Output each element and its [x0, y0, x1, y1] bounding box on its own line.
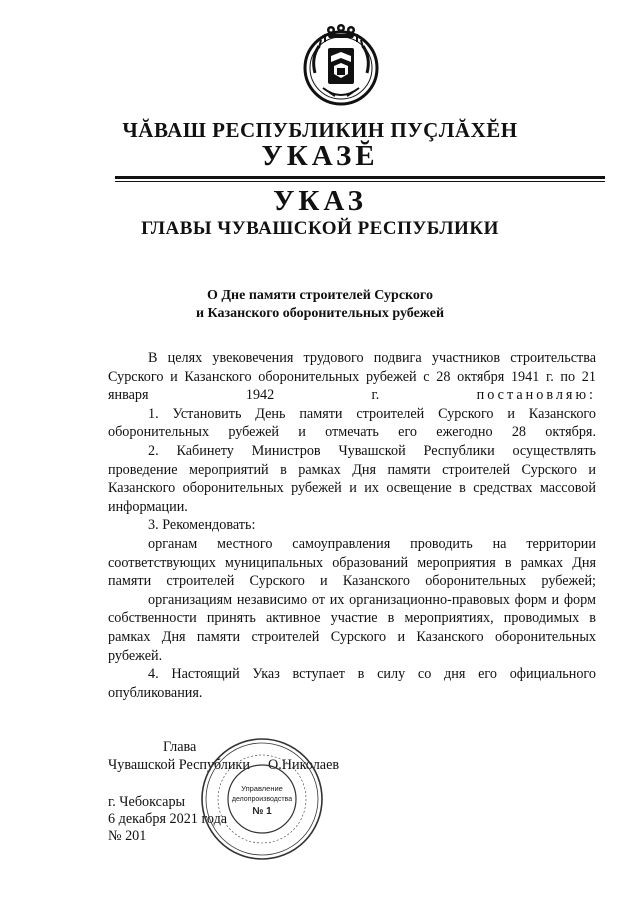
header-divider-thin — [115, 181, 605, 182]
preamble-text: В целях увековечения трудового подвига участников строительства Сурского и Казанского оборонительных рубежей с 28 октября 1941 г. по 21 января 1942 г. — [108, 350, 596, 404]
header-chuvash-line1: ЧĂВАШ РЕСПУБЛИКИН ПУÇЛĂХĔН — [122, 118, 518, 142]
signing-place: г. Чебоксары — [108, 794, 186, 810]
stamp-line1: Управление — [241, 784, 283, 793]
coat-of-arms-icon — [301, 18, 381, 108]
paragraph-item-3: 3. Рекомендовать: — [148, 517, 256, 534]
title-line2: и Казанского оборонительных рубежей — [195, 306, 445, 321]
signature-role-line2: Чувашской Республики — [108, 757, 250, 773]
preamble-keyword: постановляю: — [476, 387, 596, 404]
paragraph-recommend-1: органам местного самоуправления проводить на территории соответствующих муниципальных образований мероприятия в рамках Дня памяти строителей Сурского и Казанского оборонительных рубежей; — [108, 535, 596, 590]
signing-date: 6 декабря 2021 года — [108, 811, 228, 827]
paragraph-item-1: 1. Установить День памяти строителей Сурского и Казанского оборонительных рубежей и отмечать его ежегодно 28 октября. — [108, 405, 596, 441]
official-stamp-icon — [198, 735, 326, 863]
header-chuvash-line2: УКАЗĔ — [261, 140, 379, 172]
stamp-line3: № 1 — [252, 806, 272, 817]
header-russian-line1: УКАЗ — [273, 185, 367, 217]
paragraph-recommend-2: организациям независимо от их организационно-правовых форм и форм собственности принять активное участие в мероприятиях, проводимых в рамках Дня памяти строителей Сурского и Казанского оборонительных рубежей. — [108, 591, 596, 664]
signature-name: О.Николаев — [268, 757, 340, 773]
header-divider-thick — [115, 176, 605, 179]
document-title — [0, 287, 640, 323]
paragraph-preamble — [108, 349, 596, 405]
paragraph-item-2: 2. Кабинету Министров Чувашской Республики осуществлять проведение мероприятий в рамках Дня памяти строителей Сурского и Казанского оборонительных рубежей и их освещение в средствах массовой информации. — [108, 442, 596, 515]
paragraph-item-4: 4. Настоящий Указ вступает в силу со дня его официального опубликования. — [108, 666, 596, 701]
document-body — [108, 349, 596, 702]
stamp-line2: делопроизводства — [231, 796, 293, 803]
header-russian-line2: ГЛАВЫ ЧУВАШСКОЙ РЕСПУБЛИКИ — [141, 218, 499, 239]
title-line1: О Дне памяти строителей Сурского — [207, 288, 433, 303]
document-number: № 201 — [108, 828, 147, 844]
signature-role-line1: Глава — [163, 739, 197, 755]
